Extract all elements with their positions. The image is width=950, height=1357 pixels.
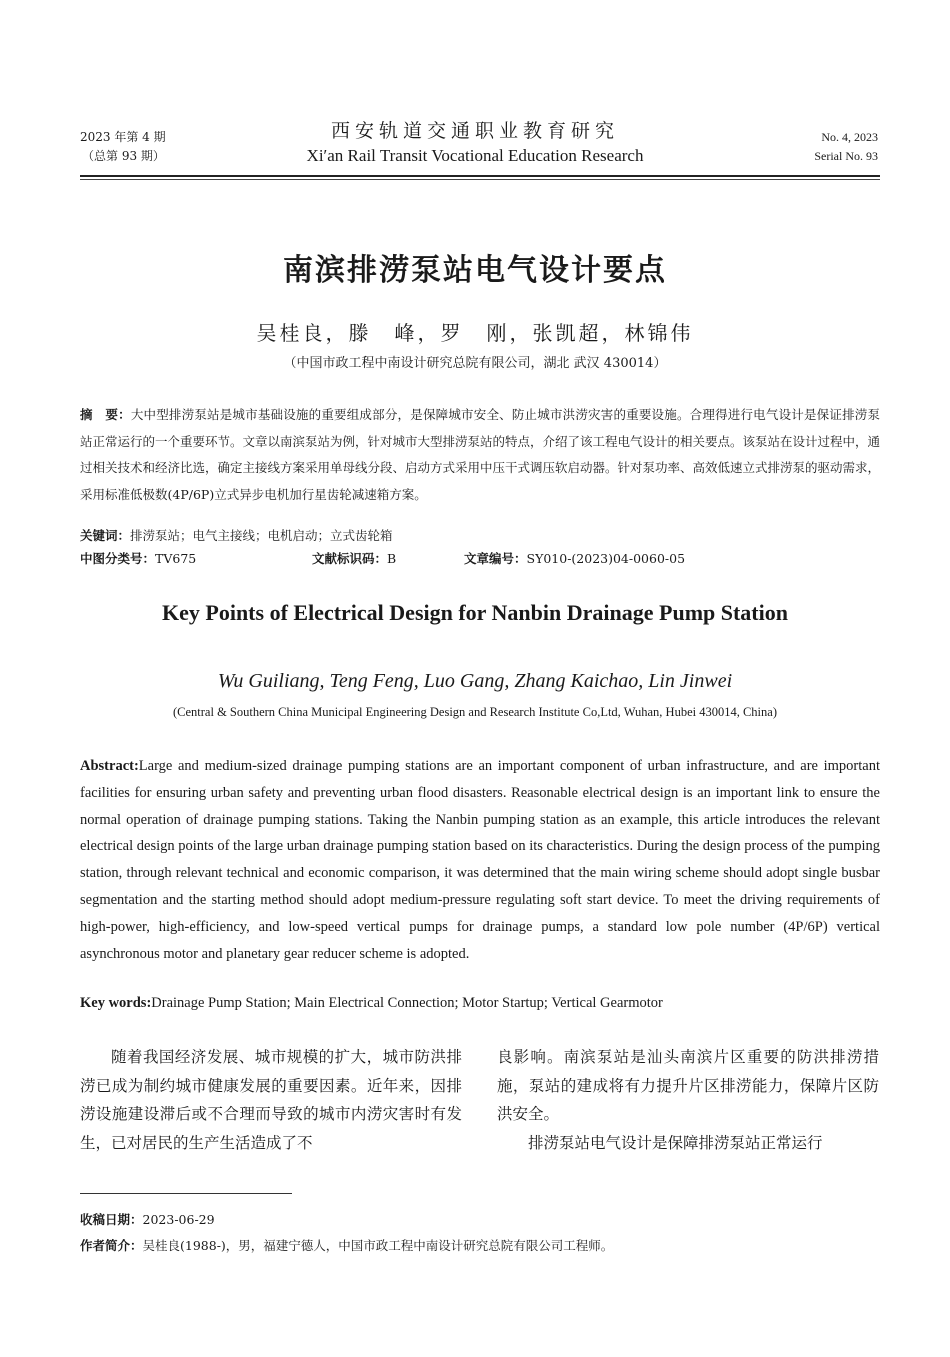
body-paragraph: 排涝泵站电气设计是保障排涝泵站正常运行 <box>528 1133 823 1152</box>
clc-label: 中图分类号： <box>80 551 156 566</box>
keywords-en-text: Drainage Pump Station; Main Electrical Connection; Motor Startup; Vertical Gearmotor <box>151 995 663 1011</box>
serial-number-cn: （总第 93 期） <box>82 149 165 163</box>
clc-number <box>80 549 196 569</box>
issue-number-en: No. 4, 2023 <box>821 130 878 144</box>
keywords-cn-label: 关键词： <box>80 528 131 543</box>
keywords-cn <box>80 526 880 546</box>
abstract-en <box>80 753 880 967</box>
journal-masthead <box>260 118 690 168</box>
abstract-en-label: Abstract: <box>80 758 139 774</box>
issue-info-cn <box>80 128 166 166</box>
header-rule-thin <box>80 179 880 180</box>
authors-en: Wu Guiliang, Teng Feng, Luo Gang, Zhang Kaichao, Lin Jinwei <box>217 670 733 692</box>
received-value: 2023-06-29 <box>142 1212 215 1227</box>
header-rule-thick <box>80 175 880 177</box>
keywords-cn-text: 排涝泵站；电气主接线；电机启动；立式齿轮箱 <box>130 528 393 543</box>
abstract-en-text: Large and medium-sized drainage pumping stations are an important component of urban infrastructure, and are important facilities for ensuring urban safety and preventing urban flood disasters. Reasonable electrical design is an important link to ensure the normal operation of drainage pumping stations. Taking the Nanbin pumping station as an example, this article introduces the relevant electrical design points of the large urban drainage pumping station based on its characteristics. During the design process of the pumping station, through relevant technical and economic comparison, it was determined that the main wiring scheme should adopt single busbar segmentation and the starting method should adopt medium-pressure regulating soft start device. To meet the driving requirements of high-power, high-efficiency, and low-speed vertical pumps for drainage pumps, a standard low pole number (4P/6P) vertical asynchronous motor and planetary gear reducer scheme is adopted. <box>80 758 880 962</box>
affiliation-en: (Central & Southern China Municipal Engineering Design and Research Institute Co,Ltd, Wuhan, Hubei 430014, China) <box>172 705 777 719</box>
bio-value: 吴桂良(1988-)，男，福建宁德人，中国市政工程中南设计研究总院有限公司工程师。 <box>142 1238 614 1253</box>
article-number <box>464 549 685 569</box>
keywords-en-label: Key words: <box>80 995 152 1011</box>
doc-code <box>312 549 396 569</box>
body-paragraph: 良影响。南滨泵站是汕头南滨片区重要的防洪排涝措施，泵站的建成将有力提升片区排涝能力，保障片区防洪安全。 <box>497 1048 879 1123</box>
issue-info-en <box>814 128 878 166</box>
abstract-cn-label: 摘 要： <box>80 407 131 422</box>
authors-cn: 吴桂良，滕 峰，罗 刚，张凯超，林锦伟 <box>256 321 694 345</box>
bio-label: 作者简介： <box>80 1238 143 1253</box>
paper-title-cn: 南滨排涝泵站电气设计要点 <box>283 253 667 288</box>
abstract-cn-text: 大中型排涝泵站是城市基础设施的重要组成部分，是保障城市安全、防止城市洪涝灾害的重要设施。合理得进行电气设计是保证排涝泵站正常运行的一个重要环节。文章以南滨泵站为例，针对城市大型排涝泵站的特点，介绍了该工程电气设计的相关要点。该泵站在设计过程中，通过相关技术和经济比选，确定主接线方案采用单母线分段、启动方式采用中压干式调压软启动器。针对泵功率、高效低速立式排涝泵的驱动需求，采用标准低极数(4P/6P)立式异步电机加行星齿轮减速箱方案。 <box>80 407 881 502</box>
doc-value: B <box>387 551 397 566</box>
issue-number-cn: 2023 年第 4 期 <box>80 130 166 144</box>
abstract-cn <box>80 402 880 508</box>
doc-label: 文献标识码： <box>312 551 388 566</box>
body-column-left <box>80 1043 462 1157</box>
author-bio <box>80 1236 880 1256</box>
received-date <box>80 1210 880 1230</box>
keywords-en <box>80 991 880 1015</box>
article-label: 文章编号： <box>464 551 527 566</box>
paper-title-en: Key Points of Electrical Design for Nanbin Drainage Pump Station <box>162 600 788 625</box>
serial-number-en: Serial No. 93 <box>814 149 878 163</box>
journal-title-cn: 西安轨道交通职业教育研究 <box>330 120 619 142</box>
footnote-rule <box>80 1193 292 1194</box>
received-label: 收稿日期： <box>80 1212 143 1227</box>
body-paragraph: 随着我国经济发展、城市规模的扩大，城市防洪排涝已成为制约城市健康发展的重要因素。近年来，因排涝设施建设滞后或不合理而导致的城市内涝灾害时有发生，已对居民的生产生活造成了不 <box>80 1048 462 1152</box>
affiliation-cn: （中国市政工程中南设计研究总院有限公司，湖北 武汉 430014） <box>283 356 667 371</box>
journal-title-en: Xi′an Rail Transit Vocational Education Research <box>306 146 644 165</box>
article-value: SY010-(2023)04-0060-05 <box>526 551 686 566</box>
clc-value: TV675 <box>155 551 197 566</box>
body-column-right <box>497 1043 879 1157</box>
